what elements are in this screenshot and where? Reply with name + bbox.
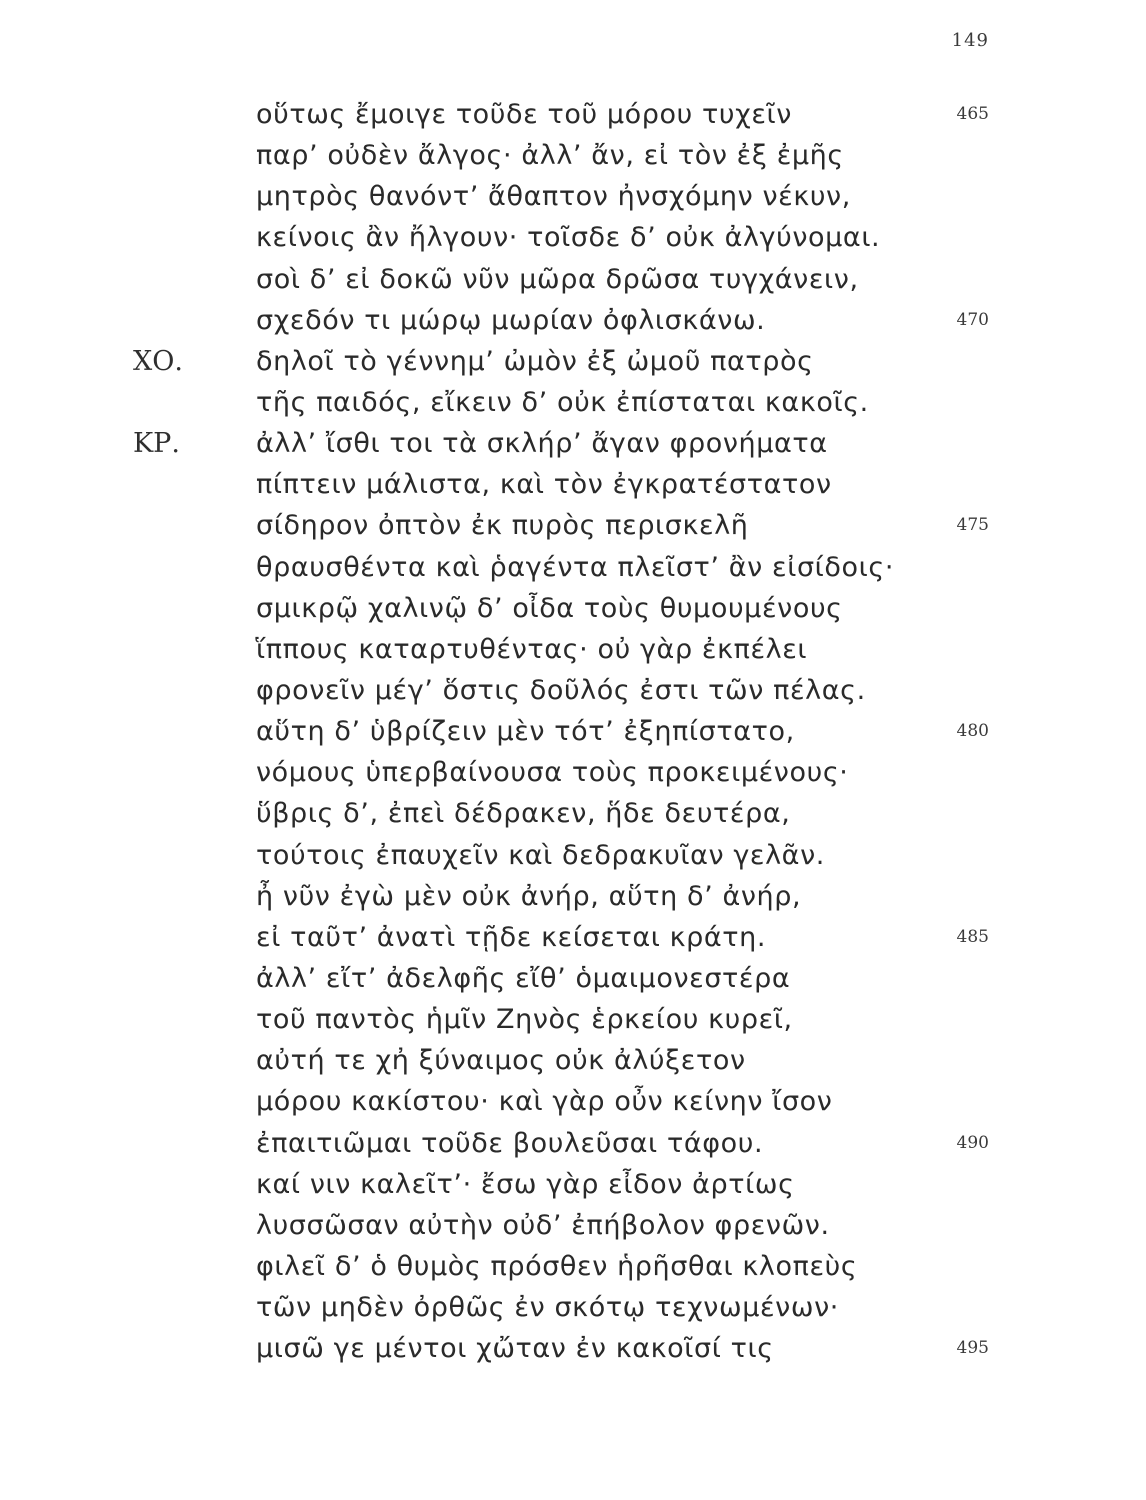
verse-line xyxy=(0,423,1146,464)
verse-text: καί νιν καλεῖτ’· ἔσω γὰρ εἶδον ἀρτίως xyxy=(256,1168,795,1200)
verse-text: σχεδόν τι μώρῳ μωρίαν ὀφλισκάνω. xyxy=(256,304,766,336)
verse-block xyxy=(0,94,1146,1369)
verse-line xyxy=(0,1287,1146,1328)
verse-text: μισῶ γε μέντοι χὤταν ἐν κακοῖσί τις xyxy=(256,1333,774,1365)
line-number: 470 xyxy=(956,309,989,330)
verse-line xyxy=(0,917,1146,958)
verse-line xyxy=(0,670,1146,711)
verse-line xyxy=(0,752,1146,793)
verse-line xyxy=(0,1205,1146,1246)
verse-text: εἰ ταῦτ’ ἀνατὶ τῇδε κείσεται κράτη. xyxy=(256,921,767,953)
verse-line xyxy=(0,1040,1146,1081)
verse-text: λυσσῶσαν αὐτὴν οὐδ’ ἐπήβολον φρενῶν. xyxy=(256,1209,830,1241)
verse-text: αὐτή τε χἠ ξύναιμος οὐκ ἀλύξετον xyxy=(256,1045,746,1077)
verse-text: θραυσθέντα καὶ ῥαγέντα πλεῖστ’ ἂν εἰσίδοις· xyxy=(256,551,895,583)
verse-text: σίδηρον ὀπτὸν ἐκ πυρὸς περισκελῆ xyxy=(256,510,749,542)
verse-text: σοὶ δ’ εἰ δοκῶ νῦν μῶρα δρῶσα τυγχάνειν, xyxy=(256,263,859,295)
verse-line xyxy=(0,958,1146,999)
line-number: 480 xyxy=(956,721,989,742)
verse-line xyxy=(0,176,1146,217)
page-number: 149 xyxy=(951,30,989,51)
line-number: 495 xyxy=(956,1338,989,1359)
verse-line xyxy=(0,505,1146,546)
verse-text: νόμους ὑπερβαίνουσα τοὺς προκειμένους· xyxy=(256,757,849,789)
verse-text: ὕβρις δ’, ἐπεὶ δέδρακεν, ἥδε δευτέρα, xyxy=(256,798,791,830)
verse-line xyxy=(0,94,1146,135)
verse-line xyxy=(0,382,1146,423)
verse-line xyxy=(0,1164,1146,1205)
verse-text: πίπτειν μάλιστα, καὶ τὸν ἐγκρατέστατον xyxy=(256,469,832,501)
verse-text: ἐπαιτιῶμαι τοῦδε βουλεῦσαι τάφου. xyxy=(256,1127,764,1159)
verse-line xyxy=(0,1246,1146,1287)
verse-text: ἵππους καταρτυθέντας· οὐ γὰρ ἐκπέλει xyxy=(256,633,808,665)
verse-line xyxy=(0,1328,1146,1369)
verse-text: τούτοις ἐπαυχεῖν καὶ δεδρακυῖαν γελᾶν. xyxy=(256,839,825,871)
verse-line xyxy=(0,300,1146,341)
verse-text: σμικρῷ χαλινῷ δ’ οἶδα τοὺς θυμουμένους xyxy=(256,592,843,624)
verse-text: παρ’ οὐδὲν ἄλγος· ἀλλ’ ἄν, εἰ τὸν ἐξ ἐμῆς xyxy=(256,140,844,172)
verse-text: τῆς παιδός, εἴκειν δ’ οὐκ ἐπίσταται κακοῖς. xyxy=(256,386,869,418)
verse-text: τῶν μηδὲν ὀρθῶς ἐν σκότῳ τεχνωμένων· xyxy=(256,1292,839,1324)
verse-line xyxy=(0,341,1146,382)
verse-line xyxy=(0,217,1146,258)
verse-text: τοῦ παντὸς ἡμῖν Ζηνὸς ἑρκείου κυρεῖ, xyxy=(256,1004,793,1036)
verse-line xyxy=(0,1081,1146,1122)
verse-line xyxy=(0,629,1146,670)
verse-text: φιλεῖ δ’ ὁ θυμὸς πρόσθεν ἡρῆσθαι κλοπεὺς xyxy=(256,1250,858,1282)
verse-line xyxy=(0,835,1146,876)
verse-line xyxy=(0,259,1146,300)
line-number: 485 xyxy=(956,926,989,947)
verse-text: οὕτως ἔμοιγε τοῦδε τοῦ μόρου τυχεῖν xyxy=(256,99,792,130)
verse-text: δηλοῖ τὸ γέννημ’ ὠμὸν ἐξ ὠμοῦ πατρὸς xyxy=(256,345,814,377)
verse-line xyxy=(0,711,1146,752)
verse-text: κείνοις ἂν ἤλγουν· τοῖσδε δ’ οὐκ ἀλγύνομαι. xyxy=(256,222,881,254)
verse-text: φρονεῖν μέγ’ ὅστις δοῦλός ἐστι τῶν πέλας. xyxy=(256,674,866,706)
speaker-label: ΧΟ. xyxy=(133,345,183,377)
verse-line xyxy=(0,999,1146,1040)
verse-text: μητρὸς θανόντ’ ἄθαπτον ἠνσχόμην νέκυν, xyxy=(256,181,851,213)
verse-line xyxy=(0,876,1146,917)
line-number: 465 xyxy=(956,104,989,124)
line-number: 490 xyxy=(956,1132,989,1153)
verse-line xyxy=(0,793,1146,834)
verse-line xyxy=(0,588,1146,629)
verse-text: ἦ νῦν ἐγὼ μὲν οὐκ ἀνήρ, αὕτη δ’ ἀνήρ, xyxy=(256,880,802,912)
verse-line xyxy=(0,547,1146,588)
verse-line xyxy=(0,1123,1146,1164)
line-number: 475 xyxy=(956,515,989,536)
verse-text: μόρου κακίστου· καὶ γὰρ οὖν κείνην ἴσον xyxy=(256,1086,833,1118)
verse-line xyxy=(0,464,1146,505)
verse-text: ἀλλ’ εἴτ’ ἀδελφῆς εἴθ’ ὁμαιμονεστέρα xyxy=(256,962,791,994)
verse-line xyxy=(0,135,1146,176)
verse-text: ἀλλ’ ἴσθι τοι τὰ σκλήρ’ ἄγαν φρονήματα xyxy=(256,428,828,460)
verse-text: αὕτη δ’ ὑβρίζειν μὲν τότ’ ἐξηπίστατο, xyxy=(256,716,795,748)
speaker-label: ΚΡ. xyxy=(133,428,180,460)
